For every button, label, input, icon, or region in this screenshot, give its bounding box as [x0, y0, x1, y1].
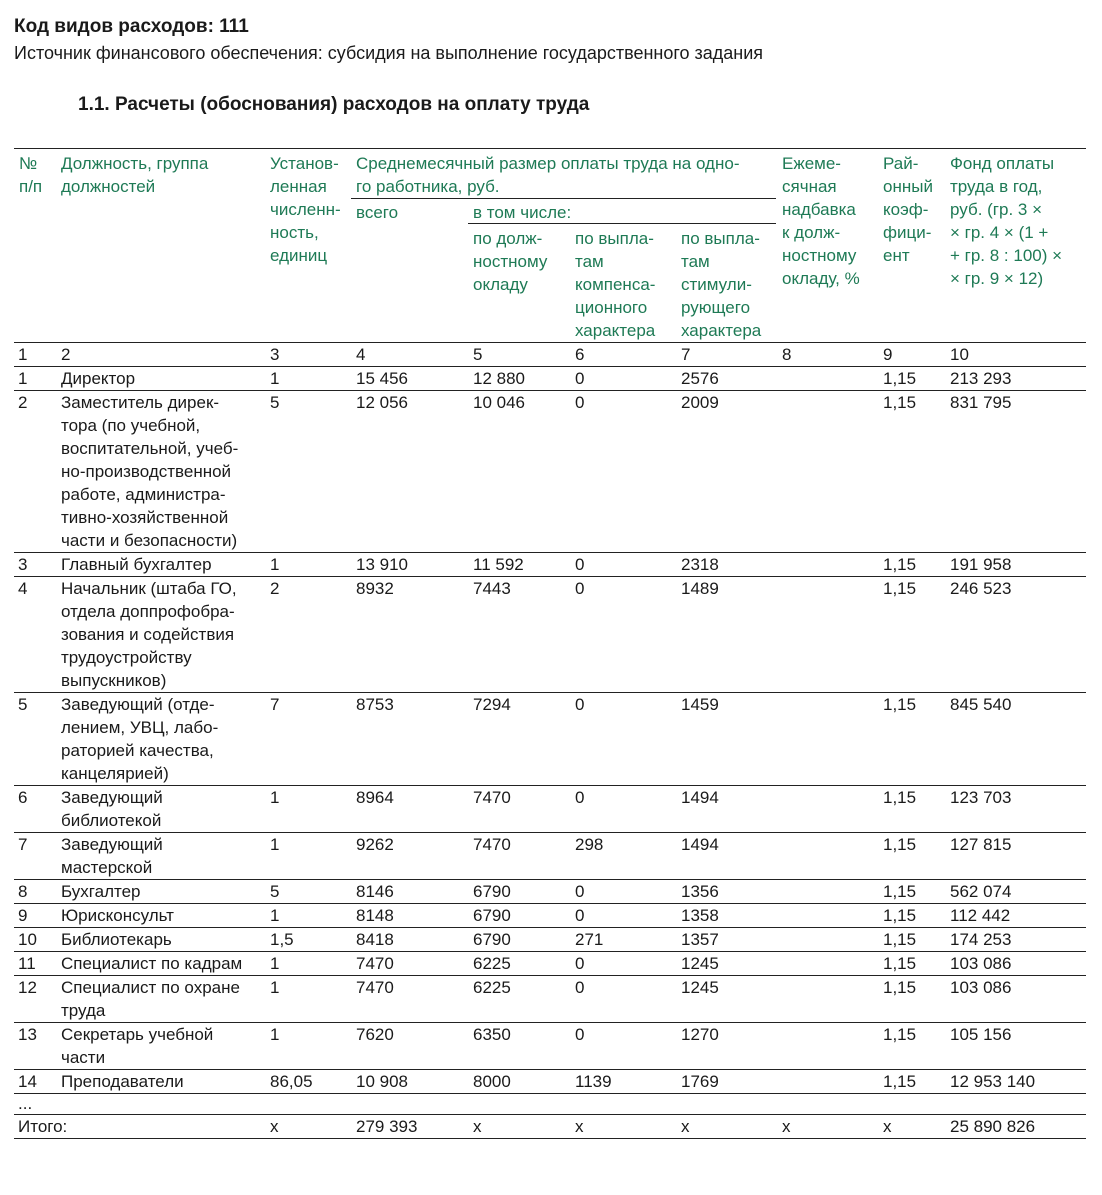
- cell-base-salary: 12 880: [473, 369, 525, 388]
- cell-incentive: 1494: [681, 788, 719, 807]
- cell-regional-coef: 1,15: [883, 930, 917, 949]
- ellipsis-cell: ...: [18, 1094, 33, 1113]
- cell-compensation: 0: [575, 788, 585, 807]
- cell-incentive: 1245: [681, 954, 719, 973]
- cell-monthly-bonus: [777, 952, 878, 976]
- table-row: [14, 693, 1086, 786]
- cell-staff-count: 1: [270, 788, 280, 807]
- cell-compensation: 0: [575, 393, 585, 412]
- cell-annual-fund: 831 795: [950, 393, 1012, 412]
- cell-compensation: 0: [575, 555, 585, 574]
- cell-monthly-bonus: [777, 833, 878, 880]
- cell-compensation: 0: [575, 579, 585, 598]
- cell-staff-count: 1: [270, 978, 280, 997]
- cell-monthly-bonus: [777, 928, 878, 952]
- cell-base-salary: 7443: [473, 579, 511, 598]
- cell-incentive: 1245: [681, 978, 719, 997]
- cell-regional-coef: 1,15: [883, 906, 917, 925]
- cell-avg-total: 15 456: [356, 369, 408, 388]
- expense-code-title: Код видов расходов: 111: [14, 16, 249, 37]
- cell-annual-fund: 174 253: [950, 930, 1012, 949]
- header-col-compensation: по выпла- там компенса- ционного характера: [575, 229, 656, 340]
- column-number-row: [14, 343, 1086, 367]
- cell-regional-coef: 1,15: [883, 579, 917, 598]
- cell-annual-fund: 103 086: [950, 954, 1012, 973]
- table-row: [14, 833, 1086, 880]
- cell-num: 1: [18, 345, 28, 364]
- cell-annual-fund: 213 293: [950, 369, 1012, 388]
- cell-incentive: 1459: [681, 695, 719, 714]
- table-row: [14, 1023, 1086, 1070]
- cell-compensation: 1139: [575, 1072, 612, 1091]
- cell-position: Библиотекарь: [61, 930, 172, 949]
- table-row: [14, 553, 1086, 577]
- header-col-base-salary: по долж- ностному окладу: [473, 229, 548, 294]
- table-row: [14, 928, 1086, 952]
- cell-num: 5: [18, 695, 28, 714]
- cell-incentive: 1769: [681, 1072, 719, 1091]
- cell-regional-coef: 1,15: [883, 1025, 917, 1044]
- cell-monthly-bonus: [777, 904, 878, 928]
- cell-compensation: 0: [575, 978, 585, 997]
- cell-num: 6: [18, 788, 28, 807]
- cell-position: Директор: [61, 369, 136, 388]
- cell-monthly-bonus: x: [782, 1117, 791, 1136]
- cell-annual-fund: 127 815: [950, 835, 1012, 854]
- cell-annual-fund: 105 156: [950, 1025, 1012, 1044]
- cell-base-salary: 6225: [473, 954, 511, 973]
- cell-incentive: 1358: [681, 906, 719, 925]
- table-row: [14, 391, 1086, 553]
- cell-base-salary: 11 592: [473, 555, 524, 574]
- cell-position: Специалист по охране труда: [61, 978, 240, 1020]
- cell-annual-fund: 103 086: [950, 978, 1012, 997]
- total-label: Итого:: [18, 1117, 68, 1136]
- cell-incentive: 1270: [681, 1025, 719, 1044]
- cell-num: 2: [18, 393, 28, 412]
- header-col-monthly-bonus: Ежеме- сячная надбавка к долж- ностному окладу, %: [782, 154, 860, 288]
- cell-position: Главный бухгалтер: [61, 555, 212, 574]
- cell-base-salary: 6350: [473, 1025, 511, 1044]
- cell-compensation: x: [575, 1117, 584, 1136]
- cell-compensation: 298: [575, 835, 604, 854]
- cell-compensation: 0: [575, 1025, 585, 1044]
- cell-annual-fund: 191 958: [950, 555, 1012, 574]
- cell-staff-count: x: [270, 1117, 279, 1136]
- cell-staff-count: 1: [270, 1025, 280, 1044]
- cell-monthly-bonus: [777, 1023, 878, 1070]
- cell-regional-coef: 1,15: [883, 555, 917, 574]
- cell-regional-coef: 9: [883, 345, 893, 364]
- cell-avg-total: 7470: [356, 978, 394, 997]
- cell-incentive: x: [681, 1117, 690, 1136]
- cell-regional-coef: x: [883, 1117, 892, 1136]
- cell-incentive: 1357: [681, 930, 719, 949]
- cell-staff-count: 1,5: [270, 930, 294, 949]
- cell-monthly-bonus: [777, 693, 878, 786]
- header-col-staff-count: Установ- ленная численн- ность, единиц: [270, 154, 341, 265]
- cell-annual-fund: 25 890 826: [950, 1117, 1036, 1136]
- cell-compensation: 0: [575, 369, 585, 388]
- cell-monthly-bonus: [777, 976, 878, 1023]
- cell-regional-coef: 1,15: [883, 954, 917, 973]
- funding-source-line: Источник финансового обеспечения: субсидия на выполнение государственного задания: [14, 43, 764, 63]
- table-row: [14, 952, 1086, 976]
- cell-num: 12: [18, 978, 37, 997]
- table-row: [14, 976, 1086, 1023]
- cell-monthly-bonus: [777, 367, 878, 391]
- header-col-total: всего: [356, 203, 399, 222]
- salary-table: [14, 343, 1086, 1139]
- cell-staff-count: 2: [270, 579, 280, 598]
- cell-avg-total: 8146: [356, 882, 394, 901]
- cell-base-salary: x: [473, 1117, 482, 1136]
- header-group-rule: [351, 198, 776, 199]
- header-col-annual-fund: Фонд оплаты труда в год, руб. (гр. 3 × × гр. 4 × (1 + + гр. 8 : 100) × × гр. 9 × 12): [950, 154, 1063, 288]
- cell-annual-fund: 112 442: [950, 906, 1011, 925]
- header-col-number: № п/п: [19, 154, 43, 196]
- cell-position: Специалист по кадрам: [61, 954, 243, 973]
- cell-monthly-bonus: [777, 880, 878, 904]
- cell-incentive: 2576: [681, 369, 719, 388]
- cell-regional-coef: 1,15: [883, 1072, 917, 1091]
- cell-avg-total: 10 908: [356, 1072, 408, 1091]
- cell-annual-fund: 246 523: [950, 579, 1012, 598]
- cell-position: Бухгалтер: [61, 882, 141, 901]
- cell-avg-total: 8418: [356, 930, 394, 949]
- header-col-regional-coef: Рай- онный коэф- фици- ент: [883, 154, 933, 265]
- cell-position: Заведующий библиотекой: [61, 788, 163, 830]
- header-avg-salary-group: Среднемесячный размер оплаты труда на одно- го работника, руб.: [356, 154, 740, 196]
- cell-annual-fund: 12 953 140: [950, 1072, 1036, 1091]
- cell-staff-count: 1: [270, 555, 280, 574]
- cell-incentive: 2318: [681, 555, 719, 574]
- cell-num: 7: [18, 835, 28, 854]
- cell-num: 9: [18, 906, 28, 925]
- cell-compensation: 0: [575, 882, 585, 901]
- table-row: [14, 367, 1086, 391]
- cell-avg-total: 8964: [356, 788, 394, 807]
- cell-num: 14: [18, 1072, 37, 1091]
- cell-incentive: 1489: [681, 579, 719, 598]
- cell-avg-total: 9262: [356, 835, 394, 854]
- section-title: 1.1. Расчеты (обоснования) расходов на оплату труда: [78, 94, 590, 115]
- table-row: [14, 786, 1086, 833]
- header-including-rule: [468, 223, 776, 224]
- cell-annual-fund: 562 074: [950, 882, 1012, 901]
- cell-base-salary: 7470: [473, 835, 511, 854]
- header-including: в том числе:: [473, 203, 572, 222]
- cell-avg-total: 8932: [356, 579, 394, 598]
- cell-staff-count: 5: [270, 882, 280, 901]
- cell-position: Заведующий (отде- лением, УВЦ, лабо- раторией качества, канцелярией): [61, 695, 219, 783]
- cell-base-salary: 5: [473, 345, 483, 364]
- cell-base-salary: 10 046: [473, 393, 525, 412]
- cell-avg-total: 7620: [356, 1025, 394, 1044]
- cell-position: Преподаватели: [61, 1072, 184, 1091]
- cell-incentive: 2009: [681, 393, 719, 412]
- cell-compensation: 271: [575, 930, 604, 949]
- cell-num: 8: [18, 882, 28, 901]
- cell-regional-coef: 1,15: [883, 978, 917, 997]
- cell-avg-total: 13 910: [356, 555, 408, 574]
- cell-position: Заведующий мастерской: [61, 835, 163, 877]
- cell-avg-total: 279 393: [356, 1117, 418, 1136]
- cell-position: Секретарь учебной части: [61, 1025, 214, 1067]
- cell-regional-coef: 1,15: [883, 695, 917, 714]
- cell-staff-count: 5: [270, 393, 280, 412]
- cell-compensation: 0: [575, 695, 585, 714]
- cell-base-salary: 6225: [473, 978, 511, 997]
- cell-monthly-bonus: [777, 786, 878, 833]
- cell-staff-count: 1: [270, 369, 280, 388]
- cell-avg-total: 8753: [356, 695, 394, 714]
- cell-base-salary: 7470: [473, 788, 511, 807]
- cell-staff-count: 1: [270, 906, 280, 925]
- cell-num: 3: [18, 555, 28, 574]
- cell-avg-total: 4: [356, 345, 366, 364]
- cell-annual-fund: 10: [950, 345, 969, 364]
- cell-incentive: 7: [681, 345, 691, 364]
- cell-base-salary: 6790: [473, 906, 511, 925]
- cell-num: 11: [18, 954, 36, 973]
- table-row: [14, 904, 1086, 928]
- cell-num: 4: [18, 579, 28, 598]
- table-row: [14, 1070, 1086, 1094]
- cell-avg-total: 12 056: [356, 393, 408, 412]
- cell-annual-fund: 123 703: [950, 788, 1012, 807]
- cell-regional-coef: 1,15: [883, 835, 917, 854]
- cell-base-salary: 8000: [473, 1072, 511, 1091]
- cell-incentive: 1356: [681, 882, 719, 901]
- cell-base-salary: 7294: [473, 695, 511, 714]
- cell-regional-coef: 1,15: [883, 393, 917, 412]
- cell-monthly-bonus: 8: [782, 345, 792, 364]
- cell-incentive: 1494: [681, 835, 719, 854]
- cell-regional-coef: 1,15: [883, 369, 917, 388]
- header-col-position: Должность, группа должностей: [61, 154, 209, 196]
- cell-num: 13: [18, 1025, 37, 1044]
- table-row: [14, 577, 1086, 693]
- cell-monthly-bonus: [777, 553, 878, 577]
- cell-base-salary: 6790: [473, 930, 511, 949]
- cell-position: Заместитель дирек- тора (по учебной, воспитательной, учеб- но-производственной работе, администра- тивно-хозяйственной части и безопасности): [61, 393, 239, 550]
- cell-num: 10: [18, 930, 37, 949]
- cell-position: 2: [61, 345, 71, 364]
- cell-avg-total: 7470: [356, 954, 394, 973]
- cell-base-salary: 6790: [473, 882, 511, 901]
- cell-staff-count: 3: [270, 345, 280, 364]
- header-col-incentive: по выпла- там стимули- рующего характера: [681, 229, 762, 340]
- ellipsis-row: [14, 1094, 1086, 1115]
- header-top-rule: [14, 148, 1086, 149]
- total-row: [14, 1115, 1086, 1139]
- table-row: [14, 880, 1086, 904]
- cell-monthly-bonus: [777, 577, 878, 693]
- cell-position: Начальник (штаба ГО, отдела доппрофобра- зования и содействия трудоустройству выпускников): [61, 579, 237, 690]
- cell-compensation: 6: [575, 345, 585, 364]
- cell-staff-count: 86,05: [270, 1072, 313, 1091]
- cell-monthly-bonus: [777, 391, 878, 553]
- cell-annual-fund: 845 540: [950, 695, 1012, 714]
- cell-position: Юрисконсульт: [61, 906, 174, 925]
- cell-staff-count: 1: [270, 954, 280, 973]
- cell-compensation: 0: [575, 906, 585, 925]
- cell-regional-coef: 1,15: [883, 788, 917, 807]
- cell-regional-coef: 1,15: [883, 882, 917, 901]
- cell-staff-count: 1: [270, 835, 280, 854]
- cell-compensation: 0: [575, 954, 585, 973]
- cell-num: 1: [18, 369, 28, 388]
- cell-staff-count: 7: [270, 695, 280, 714]
- cell-monthly-bonus: [777, 1070, 878, 1094]
- cell-avg-total: 8148: [356, 906, 394, 925]
